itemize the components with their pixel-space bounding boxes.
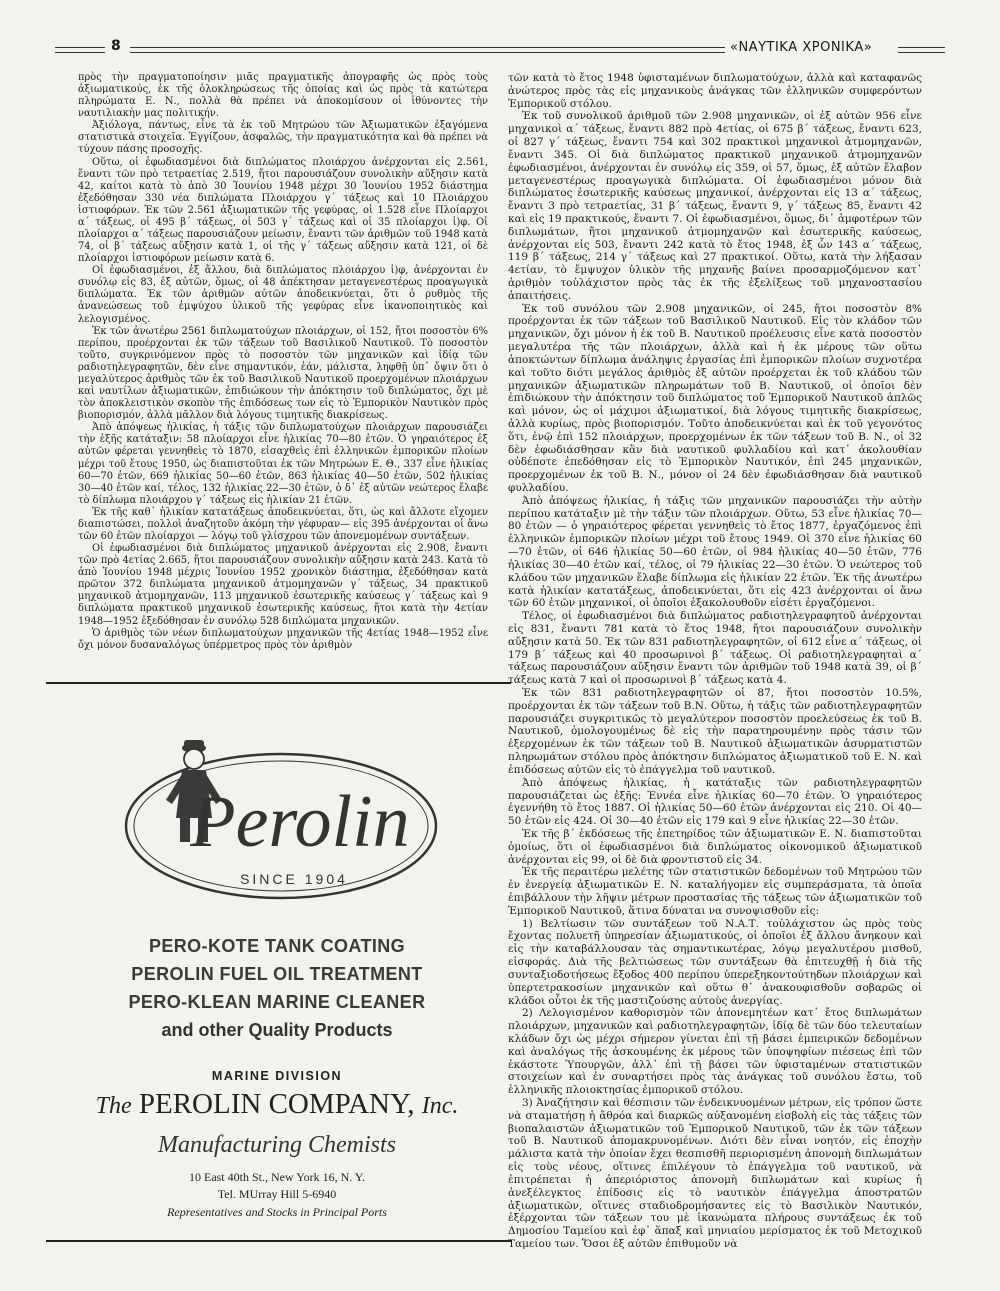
company-inc: Inc. xyxy=(421,1093,459,1119)
header-rule-right xyxy=(898,47,945,53)
ad-division: MARINE DIVISION xyxy=(211,1069,343,1083)
article-paragraph: Ἀπὸ ἀπόψεως ἡλικίας, ἡ κατάταξις τῶν ραδιοτηλεγραφητῶν παρουσιάζεται ὡς ἑξῆς: Ἐννέα εἶνε ἡλικίας 60—70 ἐτῶν. Ὁ γηραιότερος ἐγεννήθη τὸ ἔτος 1887. Οἱ ἡλικίας 50—60 ἐτῶν ἀνέρχονται εἰς 210. Οἱ 40—50 ἐτῶν εἰς 424. Οἱ 30—40 ἐτῶν εἰς 179 καὶ 9 εἶνε ἡλικίας 22—30 ἐτῶν. xyxy=(508,776,922,828)
ad-product-list xyxy=(62,932,492,1016)
article-paragraph: τῶν κατὰ τὸ ἔτος 1948 ὑφισταμένων διπλωματούχων, ἀλλὰ καὶ καταφανῶς ἀνώτερος πρὸς τὰς εἰς μηχανικοὺς ἀνάγκας τῶν ἑλληνικῶν συμφερόντων Ἐμπορικοῦ στόλου. xyxy=(508,72,922,110)
article-paragraph: Ἐκ τῆς β΄ ἐκδόσεως τῆς ἐπετηρίδος τῶν ἀξιωματικῶν Ε. Ν. διαπιστοῦται ὁμοίως, ὅτι οἱ ἐφωδιασμένοι διὰ διπλώματος οἰκονομικοῦ ἀξιωματικοῦ ἀνέρχονται εἰς 99, οἱ δὲ διὰ φροντιστοῦ εἰς 34. xyxy=(508,827,922,866)
article-paragraph: Ἐκ τοῦ συνόλου τῶν 2.908 μηχανικῶν, οἱ 245, ἤτοι ποσοστὸν 8% προέρχονται ἐκ τῶν τάξεων τοῦ Βασιλικοῦ Ναυτικοῦ. Εἰς τὸν κλάδον τῶν μηχανικῶν, ὄχι μόνον ἡ ἐκ τοῦ Β. Ναυτικοῦ προέλευσις εἶνε κατὰ ποσοστὸν μεγαλυτέρα τῆς τῶν πλοιάρχων, ἀλλὰ καὶ ἡ ἐκ μέρους τῶν οὕτω ἀποκτώντων δίπλωμα ἀνάληψις ἐργασίας ἐπὶ ἐμπορικῶν πλοίων συχνοτέρα καὶ τοῦτο διότι μεγάλος ἀριθμὸς ἐξ αὐτῶν προέρχεται ἐκ τοῦ κλάδου τῶν μηχανικῶν ἀξιωματικῶν πληρωμάτων τοῦ Β. Ναυτικοῦ, οἱ ὁποῖοι δὲν ἐπιδιώκουν τὴν ἀπόκτησιν τοῦ διπλώματος τοῦ Ἐμπορικοῦ Ναυτικοῦ ἁπλῶς καὶ μόνον, ὡς οἱ μάχιμοι ἀξιωματικοί, διὰ λόγους τιμητικῆς διακρίσεως, ἀλλὰ κυρίως, πρὸς βιοπορισμόν. Τοῦτο ἀποδεικνύεται καὶ ἐκ τοῦ γεγονότος ὅτι, ἐνῷ ἐπὶ 152 πλοιάρχων, προερχομένων ἐκ τῶν τάξεων τοῦ Β. Ν., οἱ 32 δὲν ἐφωδιάσθησαν κἂν διὰ ναυτικοῦ φυλλαδίου καὶ κατ᾽ ἀκολουθίαν οὐδέποτε ἐπεδόθησαν εἰς τὸ Ἐμπορικὸν Ναυτικόν, ἐπὶ 245 μηχανικῶν, προερχομένων ἐκ τοῦ Β. Ν., μόνον οἱ 24 δὲν ἐφωδιάσθησαν διὰ ναυτικοῦ φυλλαδίου. xyxy=(508,302,922,494)
ad-manufacturing-chemists: Manufacturing Chemists xyxy=(158,1132,396,1158)
article-paragraph: Ὁ ἀριθμὸς τῶν νέων διπλωματούχων μηχανικῶν τῆς 4ετίας 1948—1952 εἶνε ὄχι μόνον δυσαναλόγως ὑπέρμετρος πρὸς τὸν ἀριθμὸν xyxy=(78,627,488,651)
logo-wordmark: Perolin xyxy=(190,781,410,863)
page-header xyxy=(55,38,945,60)
perolin-logo xyxy=(122,726,440,902)
article-paragraph: Ἐκ τῆς περαιτέρω μελέτης τῶν στατιστικῶν δεδομένων τοῦ Μητρώου τῶν ἐν ἐνεργείᾳ ἀξιωματικῶν Ε. Ν. καταλήγομεν εἰς συμπεράσματα, τὰ ὁποῖα ἐπιβάλλουν τὴν λῆψιν μέτρων προστασίας τῆς τάξεως τῶν ἀξιωματικῶν τοῦ Ἐμπορικοῦ Ναυτικοῦ, ἅτινα δύναται να συνοψισθοῦν εἰς: xyxy=(508,866,922,917)
article-paragraph: 2) Λελογισμένον καθορισμὸν τῶν ἀπονεμητέων κατ᾽ ἔτος διπλωμάτων πλοιάρχων, μηχανικῶν καὶ ραδιοτηλεγραφητῶν, ἰδίᾳ δὲ τῶν δύο τελευταίων κλάδων ὄχι ὡς μέχρι σήμερον γίνεται ἐπὶ τῇ βάσει ἐμπειρικῶν δεδομένων καὶ ἀναλόγως τῆς ἀσκουμένης ἐκ μέρους τῶν ὑποψηφίων πιέσεως ἐπὶ τῶν ἑκάστοτε Ὑπουργῶν, ἀλλ᾽ ἐπὶ τῇ βάσει τῶν ὑφισταμένων στατιστικῶν στοιχείων καὶ ἐν συναρτήσει πρὸς τὰς ἀνάγκας τοῦ συνόλου ἔστω, τοῦ ἑλληνικῆς πλοιοκτησίας ἐμπορικοῦ στόλου. xyxy=(508,1007,922,1097)
logo-since: SINCE 1904 xyxy=(240,871,348,887)
article-paragraph: Οἱ ἐφωδιασμένοι, ἐξ ἄλλου, διὰ διπλώματος πλοιάρχου ἱ)φ, ἀνέρχονται ἐν συνόλῳ εἰς 83, ἐξ αὐτῶν, ὅμως, οἱ 48 ἀπέκτησαν μεταγενεστέρως προαγωγικὰ διπλώματα. Ἐκ τῶν ἀριθμῶν αὐτῶν ἀποδεικνύεται, ὅτι ὁ ρυθμὸς τῆς ἀνανεώσεως τοῦ ἐμψύχου ὑλικοῦ τῆς γεφύρας εἶνε ἱκανοποιητικὸς καὶ λελογισμένος. xyxy=(78,265,488,325)
company-main: PEROLIN COMPANY, xyxy=(138,1088,415,1120)
header-rule-left xyxy=(55,47,105,53)
article-paragraph: Ἀπὸ ἀπόψεως ἡλικίας, ἡ τάξις τῶν μηχανικῶν παρουσιάζει τὴν αὐτὴν περίπου κατάταξιν μὲ τὴν τάξιν τῶν πλοιάρχων. Οὕτω, 53 εἶνε ἡλικίας 70—80 ἐτῶν — ὁ γηραιότερος φέρεται γεννηθεὶς τὸ ἔτος 1877, ἐργαζόμενος ἐπὶ ἑλληνικῶν ἐμπορικῶν πλοίων μέχρι τοῦ ἔτους 1949. Οἱ 370 εἶνε ἡλικίας 60—70 ἐτῶν, οἱ 646 ἡλικίας 50—60 ἐτῶν, οἱ 984 ἡλικίας 40—50 ἐτῶν, 776 ἡλικίας 30—40 ἐτῶν καί, τέλος, οἱ 79 ἡλικίας 22—30 ἐτῶν. Ὁ νεώτερος τοῦ κλάδου τῶν μηχανικῶν ἔλαβε δίπλωμα εἰς ἡλικίαν 22 ἐτῶν. Ἐκ τῆς ἀνωτέρω κατὰ ἡλικίαν κατατάξεως, ἀποδεικνύεται, ὅτι εἰς 423 ἀνέρχονται οἱ ἄνω τῶν 60 ἐτῶν μηχανικοί, οἱ ὁποῖοι ἐξακολουθοῦν εἰσέτι ἐργαζόμενοι. xyxy=(508,494,922,610)
article-paragraph: Ἐκ τοῦ συνολικοῦ ἀριθμοῦ τῶν 2.908 μηχανικῶν, οἱ ἐξ αὐτῶν 956 εἶνε μηχανικοὶ α΄ τάξεως, ἔναντι 882 πρὸ 4ετίας, οἱ 675 β΄ τάξεως, ἔναντι 623, οἱ 827 γ΄ τάξεως, ἔναντι 754 καὶ 302 πρακτικοὶ μηχανικοὶ ἀτμομηχανῶν, ἔναντι 345. Οἱ διὰ διπλώματος πρακτικοῦ μηχανικοῦ ἀτμομηχανῶν ἐφωδιασμένοι, ἀνέρχονται ἐν συνόλῳ εἰς 359, οἱ 57, ὅμως, ἐξ αὐτῶν ἔλαβον μεταγενεστέρως προαγωγικὰ διπλώματα. Οἱ ἐφωδιασμένοι μόνον διὰ διπλώματος ἐσωτερικῆς καύσεως μηχανικοί, ἀνέρχονται εἰς 13 α΄ τάξεως, ἔναντι 3 πρὸ τετραετίας, 31 β΄ τάξεως, ἔναντι 9, γ΄ τάξεως 85, ἔναντι 42 καὶ εἰς 19 πρακτικούς, ἔναντι 7. Οἱ ἐφωδιασμένοι, ὅμως, δι᾽ ἀμφοτέρων τῶν διπλωμάτων, ἤτοι μηχανικοῦ ἀτμομηχανῶν καὶ ἐσωτερικῆς καύσεως, ἀνέρχονται εἰς 503, ἔναντι 242 κατὰ τὸ ἔτος 1948, ἐξ ὧν 143 α΄ τάξεως, 119 β΄ τάξεως, 214 γ΄ τάξεως καὶ 27 πρακτικοί. Οὕτω, κατὰ τὴν λήξασαν 4ετίαν, τὸ ἔμψυχον ὑλικὸν τῆς μηχανῆς βαίνει προσαρμοζόμενον κατ᾽ ἀριθμὸν τοὐλάχιστον πρὸς τὰς ἐκ τῆς ἐξελίξεως τοῦ μηχανοστασίου ἀπαιτήσεις. xyxy=(508,110,922,302)
perolin-advertisement xyxy=(62,682,492,1242)
page-number: 8 xyxy=(111,38,121,54)
product-line: PERO-KLEAN MARINE CLEANER xyxy=(128,992,426,1012)
ad-top-rule xyxy=(46,682,511,684)
ad-bottom-rule xyxy=(46,1240,511,1242)
header-rule-middle xyxy=(130,47,725,53)
article-paragraph: Τέλος, οἱ ἐφωδιασμένοι διὰ διπλώματος ραδιοτηλεγραφητοῦ ἀνέρχονται εἰς 831, ἔναντι 781 κατὰ τὸ ἔτος 1948, ἤτοι παρουσιάζουν συνολικὴν αὔξησιν κατὰ 50. Ἐκ τῶν 831 ραδιοτηλεγραφητῶν, οἱ 612 εἶνε α΄ τάξεως, οἱ 179 β΄ τάξεως καὶ 40 προσωρινοὶ β΄ τάξεως. Οἱ ραδιοτηλεγραφηταὶ α΄ τάξεως παρουσιάζουν αὔξησιν ἔναντι τῶν ἀριθμῶν τοῦ 1948 κατὰ 39, οἱ β΄ τάξεως κατὰ 7 καὶ οἱ προσωρινοὶ β΄ τάξεως κατὰ 4. xyxy=(508,610,922,687)
article-paragraph: Οἱ ἐφωδιασμένοι διὰ διπλώματος μηχανικοῦ ἀνέρχονται εἰς 2.908, ἔναντι τῶν πρὸ 4ετίας 2.665, ἤτοι παρουσιάζουν συνολικὴν αὔξησιν κατὰ 243. Κατὰ τὸ ἀπὸ Ἰουνίου 1948 μέχρις Ἰουνίου 1952 χρονικὸν διάστημα, ἐξεδόθησαν κατὰ πρῶτον 372 διπλώματα μηχανικοῦ ἀτμομηχανῶν γ΄ τάξεως, 34 πρακτικοῦ μηχανικοῦ ἀτμομηχανῶν, 113 μηχανικοῦ ἐσωτερικῆς καύσεως γ΄ τάξεως καὶ 9 διπλώματα πρακτικοῦ μηχανικοῦ ἐσωτερικῆς καύσεως, ἤτοι κατὰ τὴν 4ετίαν 1948—1952 ἐξεδόθησαν ἐν συνόλῳ 528 διπλώματα μηχανικῶν. xyxy=(78,543,488,627)
article-paragraph: Ἀπὸ ἀπόψεως ἡλικίας, ἡ τάξις τῶν διπλωματούχων πλοιάρχων παρουσιάζει τὴν ἑξῆς κατάταξιν: 58 πλοίαρχοι εἶνε ἡλικίας 70—80 ἐτῶν. Ὁ γηραιότερος ἐξ αὐτῶν φέρεται γεννηθεὶς τὸ 1870, εἰσαχθεὶς ἐπὶ ἑλληνικῶν ἐμπορικῶν πλοίων μέχρι τοῦ ἔτους 1950, ὡς διαπιστοῦται ἐκ τῶν Μητρώων Ε. Θ., 337 εἶνε ἡλικίας 60—70 ἐτῶν, 669 ἡλικίας 50—60 ἐτῶν, 863 ἡλικίας 40—50 ἐτῶν, 502 ἡλικίας 30—40 ἐτῶν καί, τέλος, 132 ἡλικίας 22—30 ἐτῶν, ὁ δ᾽ ἐξ αὐτῶν νεώτερος ἔλαβε τὸ δίπλωμα πλοιάρχου γ΄ τάξεως εἰς ἡλικίαν 21 ἐτῶν. xyxy=(78,422,488,506)
ad-quality-line: and other Quality Products xyxy=(161,1020,393,1040)
right-column-text xyxy=(508,72,922,1251)
ad-company-name xyxy=(62,1088,492,1121)
ad-address: 10 East 40th St., New York 16, N. Y. xyxy=(188,1170,365,1184)
article-paragraph: Ἀξιόλογα, πάντως, εἶνε τὰ ἐκ τοῦ Μητρώου τῶν Ἀξιωματικῶν ἐξαγόμενα στατιστικὰ στοιχεῖα. Ἐγγίζουν, ἀσφαλῶς, τὴν πραγματικότητα καὶ θὰ πρέπει νὰ τύχουν πάσης προσοχῆς. xyxy=(78,120,488,156)
article-paragraph: Ἐκ τῆς καθ᾽ ἡλικίαν κατατάξεως ἀποδεικνύεται, ὅτι, ὡς καὶ ἄλλοτε εἴχομεν διαπιστώσει, πολλοὶ ἀναζητοῦν ἀκόμη τὴν γέφυραν— εἰς 395 ἀνέρχονται οἱ ἄνω τῶν 60 ἐτῶν πλοίαρχοι — λόγῳ τοῦ γλίσχρου τῶν ἀπονεμομένων συντάξεων. xyxy=(78,506,488,542)
article-paragraph: Οὕτω, οἱ ἐφωδιασμένοι διὰ διπλώματος πλοιάρχου ἀνέρχονται εἰς 2.561, ἔναντι τῶν πρὸ τετραετίας 2.519, ἤτοι παρουσιάζουν συνολικὴν αὔξησιν κατὰ 42, καίτοι κατὰ τὸ ἀπὸ 30 Ἰουνίου 1948 μέχρι 30 Ἰουνίου 1952 διάστημα ἐξεδόθησαν 330 νέα διπλώματα Πλοιάρχου γ΄ τάξεως καὶ 10 Πλοιάρχου ἱστιοφόρων. Ἐκ τῶν 2.561 ἀξιωματικῶν τῆς γεφύρας, οἱ 1.528 εἶνε Πλοίαρχοι α΄ τάξεως, οἱ 495 β΄ τάξεως, οἱ 503 γ΄ τάξεως καὶ οἱ 35 πλοίαρχοι ἱ)φ. Οἱ πλοίαρχοι α΄ τάξεως παρουσιάζουν μείωσιν, ἔναντι τῶν ἀριθμῶν τοῦ 1948 κατὰ 74, οἱ β΄ τάξεως αὔξησιν κατὰ 1, οἱ τῆς γ΄ τάξεως αὔξησιν κατὰ 121, οἱ δὲ πλοίαρχοι ἱστιοφόρων μείωσιν κατὰ 6. xyxy=(78,156,488,265)
article-paragraph: Ἐκ τῶν ἀνωτέρω 2561 διπλωματούχων πλοιάρχων, οἱ 152, ἤτοι ποσοστὸν 6% περίπου, προέρχονται ἐκ τῶν τάξεων τοῦ Βασιλικοῦ Ναυτικοῦ. Τὸ ποσοστὸν τοῦτο, συγκρινόμενον πρὸς τὸ ποσοστὸν τῶν μηχανικῶν καὶ ἰδίᾳ τῶν ραδιοτηλεγραφητῶν, δὲν εἶνε σημαντικόν, ἐάν, μάλιστα, ληφθῇ ὑπ᾽ ὄψιν ὅτι ὁ μεγαλύτερος ἀριθμὸς τῶν ἐκ τοῦ Βασιλικοῦ Ναυτικοῦ προερχομένων πλοιάρχων καὶ ναυτίλων ἀξιωματικῶν, ἐπιδιώκουν τὴν ἀπόκτησιν τοῦ διπλώματος, ὄχι μὲ τὸν ἀποκλειστικὸν σκοπὸν τῆς ἐπιδόσεως των εἰς τὸ Ἐμπορικὸν Ναυτικὸν πρὸς βιοπορισμόν, ἀλλὰ μᾶλλον διὰ λόγους τιμητικῆς διακρίσεως. xyxy=(78,325,488,422)
article-paragraph: 1) Βελτίωσιν τῶν συντάξεων τοῦ Ν.Α.Τ. τοὐλάχιστον ὡς πρὸς τοὺς ἔχοντας πολυετῆ ὑπηρεσίαν ἀξιωματικούς, οἱ ὁποῖοι ἐξ ἄλλου ἄνηκουν καὶ εἰς τὴν καταβάλλουσαν τὰς σημαντικωτέρας, λόγῳ μεγαλυτέρου μισθοῦ, εἰσφοράς. Διὰ τῆς βελτιώσεως τῶν συντάξεων θὰ ἐπιτευχθῇ ἡ διὰ τῆς συνταξιοδοτήσεως ἔξοδος 400 περίπου ὑπερεξηκοντούτηδων πλοιάρχων καὶ ὑπερτετρακοσίων μηχανικῶν καὶ οὕτω θ᾽ ἀνακουφισθοῦν σοβαρῶς οἱ κλάδοι οὗτοι ἐκ τῆς μαστιζούσης αὐτοὺς ἀνεργίας. xyxy=(508,917,922,1007)
ad-representatives: Representatives and Stocks in Principal Ports xyxy=(167,1205,387,1219)
left-column-text xyxy=(78,72,488,652)
article-paragraph: πρὸς τὴν πραγματοποίησιν μιᾶς πραγματικῆς ἀπογραφῆς ὡς πρὸς τοὺς ἀξιωματικούς, ἐκ τῆς ὁλοκληρώσεως τῆς ὁποίας καὶ ὡς πρὸς τὰ κατώτερα πληρώματα Ε. Ν., πολλὰ θὰ πρέπει νὰ ἀποκομίσουν οἱ ἰθύνοντες τὴν ναυτιλιακὴν μας πολιτικήν. xyxy=(78,72,488,120)
ad-telephone: Tel. MUrray Hill 5-6940 xyxy=(217,1187,337,1201)
product-line: PERO-KOTE TANK COATING xyxy=(148,936,406,956)
publication-title: «ΝΑΥΤΙΚΑ ΧΡΟΝΙΚΑ» xyxy=(730,40,873,55)
article-paragraph: Ἐκ τῶν 831 ραδιοτηλεγραφητῶν οἱ 87, ἤτοι ποσοστὸν 10.5%, προέρχονται ἐκ τῶν τάξεων τοῦ Β.Ν. Οὕτω, ἡ τάξις τῶν ραδιοτηλεγραφητῶν παρουσιάζει συγκριτικῶς τὸ μεγαλύτερον ποσοστὸν προελεύσεως ἐκ τοῦ Β. Ναυτικοῦ, ὁμολογουμένως δὲ εἰς τὴν παρατηρουμένην πρὸς τάσιν τῶν ἐξερχομένων ἐκ τῶν τάξεων τοῦ Β. Ναυτικοῦ ἀξιωματικῶν ἀσυρματιστῶν πληρωμάτων στόλου πρὸς ἀπόκτησιν διπλώματος ἀξιωματικοῦ τοῦ Ε. Ν. καὶ ἐπιδόσεως αὐτῶν εἰς τὸ ἐπάγγελμα τοῦ ναυτικοῦ. xyxy=(508,687,922,776)
company-the: The xyxy=(95,1093,132,1119)
product-line: PEROLIN FUEL OIL TREATMENT xyxy=(131,964,423,984)
ad-address-block xyxy=(62,1169,492,1203)
article-paragraph: 3) Ἀναζήτησιν καὶ θέσπισιν τῶν ἐνδεικνυομένων μέτρων, εἰς τρόπον ὥστε νὰ σταματήσῃ ἡ ἄθρόα καὶ διαρκῶς αὐξανομένη εἰσβολὴ εἰς τὰς τάξεις τῶν βιοπαλαιστῶν ἀξιωματικῶν τοῦ Ἐμπορικοῦ Ναυτικοῦ, τῶν ἐκ τῶν τάξεων τοῦ Β. Ναυτικοῦ ἀπομακρυνομένων. Διότι δὲν εἶναι νοητόν, εἰς ἐποχὴν μάλιστα κατὰ τὴν ὁποίαν ἔχει θεσπισθῆ περιορισμένη ἀπονομὴ διπλωμάτων εἰς τοὺς νέους, οἵτινες ἐπιλέγουν τὸ ἐπάγγελμα τοῦ ναυτικοῦ, νὰ ἐπιτρέπεται ἡ ἀπεριόριστος ἀπονομὴ διπλωμάτων καὶ κυρίως ἡ ἀνεξέλεγκτος ἐπίδοσις εἰς τὸ ναυτικὸν ἐπάγγελμα ἀποστρατῶν ἀξιωματικῶν, οἵτινες σταδιοδρομήσαντες εἰς τὸ Βασιλικὸν Ναυτικόν, ἐξέρχονται τῶν τάξεων του μὲ ἱκανώματα πλήρους συντάξεως ἐκ τοῦ Δημοσίου Ταμείου καὶ ἐφ᾽ ἅπαξ καὶ μηνιαίου μερίσματος ἐκ τοῦ Μετοχικοῦ Ταμείου των. Ὅσοι ἐξ αὐτῶν ἐπιθυμοῦν νὰ xyxy=(508,1097,922,1250)
